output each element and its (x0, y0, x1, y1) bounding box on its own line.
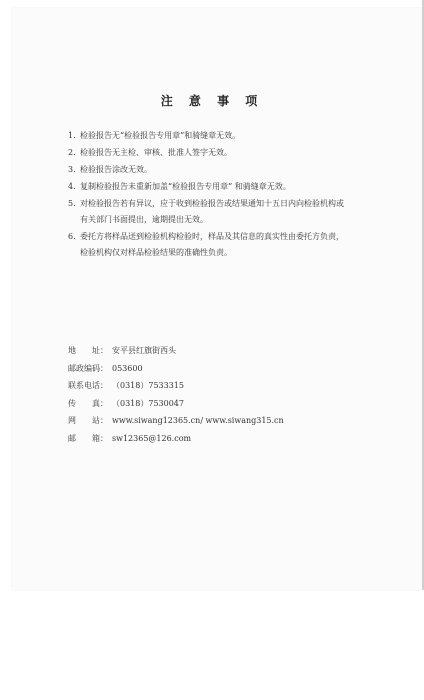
contact-row-email (68, 430, 284, 448)
note-text (80, 229, 388, 261)
contact-row-postcode (68, 360, 284, 378)
note-number: 4. (68, 182, 76, 191)
note-number: 6. (68, 232, 76, 241)
note-line: 复制检验报告未重新加盖“检验报告专用章” 和骑缝章无效。 (80, 182, 291, 191)
note-line: 检验机构仅对样品检验结果的准确性负责。 (80, 248, 232, 257)
note-text (80, 179, 388, 195)
contact-row-fax (68, 395, 284, 413)
note-line: 有关部门书面提出，逾期提出无效。 (80, 215, 208, 224)
contact-value: （0318）7530047 (112, 398, 184, 408)
note-number: 5. (68, 199, 76, 208)
contact-info (68, 342, 284, 447)
note-number: 3. (68, 165, 76, 174)
contact-value: （0318）7533315 (112, 381, 184, 390)
note-item (68, 179, 388, 195)
contact-label: 网 站： (68, 416, 108, 425)
note-item (68, 162, 388, 178)
contact-row-phone (68, 377, 284, 395)
note-text (80, 196, 388, 228)
note-text (80, 128, 388, 144)
contact-label: 地 址： (68, 346, 108, 355)
contact-label: 邮政编码： (68, 363, 108, 373)
note-item (68, 145, 388, 161)
note-line: 对检验报告若有异议，应于收到检验报告或结果通知十五日内向检验机构或 (80, 199, 344, 208)
contact-row-website (68, 412, 284, 430)
note-item (68, 128, 388, 144)
note-text (80, 145, 388, 161)
note-line: 委托方将样品送到检验机构检验时，样品及其信息的真实性由委托方负责， (80, 232, 344, 241)
note-line: 检验报告无“检验报告专用章”和骑缝章无效。 (80, 131, 241, 140)
note-number: 2. (68, 148, 76, 157)
note-line: 检验报告涂改无效。 (80, 165, 152, 174)
contact-value: 安平县红旗街西头 (112, 346, 176, 355)
contact-value: www.siwang12365.cn/ www.siwang315.cn (112, 416, 284, 425)
contact-label: 邮 箱： (68, 433, 108, 443)
page-title: 注 意 事 项 (160, 94, 264, 108)
contact-label: 联系电话： (68, 381, 108, 390)
note-text (80, 162, 388, 178)
contact-value: 053600 (112, 363, 143, 373)
contact-row-address (68, 342, 284, 360)
note-number: 1. (68, 131, 76, 140)
contact-label: 传 真： (68, 398, 108, 408)
note-item (68, 229, 388, 261)
note-line: 检验报告无主检、审核、批准人签字无效。 (80, 148, 232, 157)
note-item (68, 196, 388, 228)
notes-list (68, 128, 388, 262)
contact-value: sw12365@126.com (112, 433, 192, 443)
